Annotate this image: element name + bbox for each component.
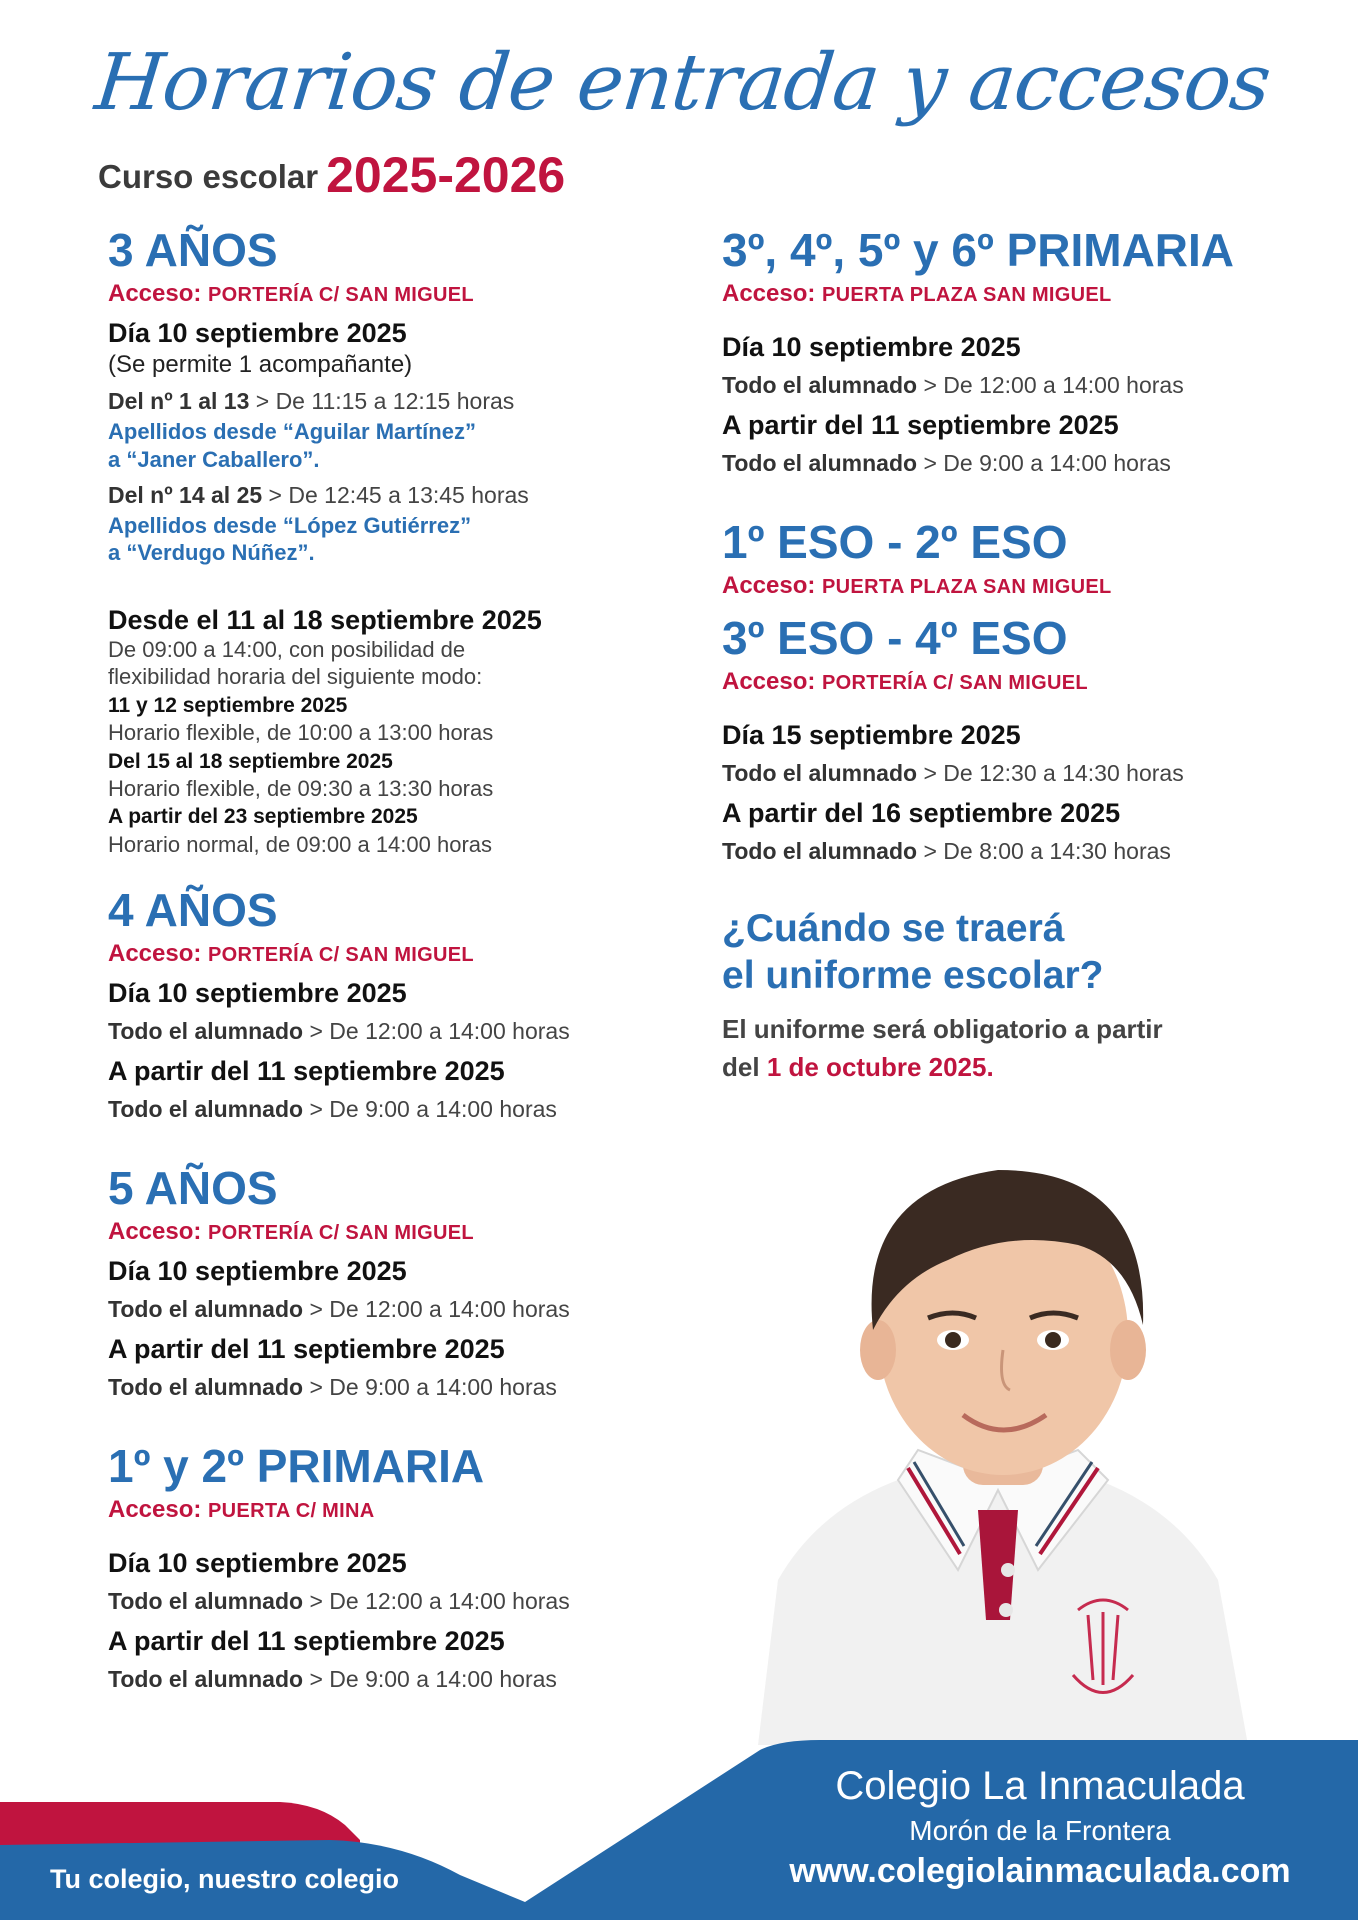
period-heading: Del 15 al 18 septiembre 2025	[108, 749, 393, 773]
time: > De 12:00 a 14:00 horas	[309, 1296, 570, 1323]
student-photo	[748, 1150, 1258, 1745]
names-line: Apellidos desde “Aguilar Martínez”	[108, 419, 476, 445]
school-website-link[interactable]: www.colegiolainmaculada.com	[789, 1852, 1291, 1890]
course-year: 2025-2026	[326, 147, 566, 203]
day-heading: A partir del 11 septiembre 2025	[108, 1625, 505, 1656]
who: Todo el alumnado	[722, 838, 918, 865]
period-heading: 11 y 12 septiembre 2025	[108, 693, 348, 717]
main-title: Horarios de entrada y accesos	[91, 38, 1275, 128]
who: Todo el alumnado	[108, 1096, 304, 1123]
section-title: 5 AÑOS	[108, 1161, 278, 1214]
who: Todo el alumnado	[108, 1373, 304, 1400]
uniform-text	[722, 1011, 1342, 1086]
section-title: 3 AÑOS	[108, 224, 278, 276]
section-4-anos	[108, 886, 708, 1124]
access-label: Acceso:	[108, 280, 202, 308]
time: > De 12:00 a 14:00 horas	[309, 1587, 570, 1614]
day-heading: A partir del 11 septiembre 2025	[722, 410, 1119, 441]
access-line	[108, 940, 708, 968]
schedule-line	[722, 371, 1342, 400]
access-label: Acceso:	[722, 280, 816, 308]
access-line	[722, 668, 1342, 696]
access-place: PORTERÍA C/ SAN MIGUEL	[208, 284, 474, 307]
section-3-anos	[108, 226, 708, 858]
who: Todo el alumnado	[108, 1296, 304, 1323]
schedule-line	[108, 1587, 708, 1616]
range-text: flexibilidad horaria del siguiente modo:	[108, 664, 483, 690]
schedule-line	[108, 1665, 708, 1694]
school-town: Morón de la Frontera	[909, 1815, 1171, 1846]
access-label: Acceso:	[108, 1495, 202, 1523]
group-range: Del nº 1 al 13	[108, 388, 250, 415]
time: > De 12:00 a 14:00 horas	[923, 372, 1184, 399]
names-line: a “Janer Caballero”.	[108, 446, 320, 472]
day-heading: A partir del 11 septiembre 2025	[108, 1056, 505, 1087]
who: Todo el alumnado	[108, 1018, 304, 1045]
period-heading: A partir del 23 septiembre 2025	[108, 805, 418, 829]
group-time: > De 12:45 a 13:45 horas	[268, 482, 529, 509]
schedule-line	[108, 1295, 708, 1324]
question-line: el uniforme escolar?	[722, 953, 1104, 997]
section-eso-3-4	[722, 614, 1342, 866]
group-2-line	[108, 481, 708, 510]
section-title: 4 AÑOS	[108, 884, 278, 937]
time: > De 12:00 a 14:00 horas	[309, 1018, 570, 1045]
time: > De 9:00 a 14:00 horas	[923, 450, 1171, 477]
range-heading: Desde el 11 al 18 septiembre 2025	[108, 604, 542, 635]
button-shape	[1001, 1563, 1015, 1577]
access-label: Acceso:	[722, 668, 816, 696]
access-place: PORTERÍA C/ SAN MIGUEL	[822, 672, 1088, 695]
names-line: Apellidos desde “López Gutiérrez”	[108, 512, 472, 538]
section-title: 3º, 4º, 5º y 6º PRIMARIA	[722, 224, 1235, 276]
day-heading: Día 10 septiembre 2025	[108, 978, 407, 1009]
day-heading: Día 15 septiembre 2025	[722, 720, 1021, 751]
access-line	[722, 572, 1342, 600]
uniform-line	[722, 1049, 1342, 1087]
who: Todo el alumnado	[722, 372, 918, 399]
left-column	[108, 226, 708, 1693]
uniform-section	[722, 906, 1342, 1087]
group-1-line	[108, 387, 708, 416]
access-label: Acceso:	[722, 572, 816, 600]
section-3-6-primaria	[722, 226, 1342, 478]
section-5-anos	[108, 1161, 708, 1402]
day-heading: Día 10 septiembre 2025	[108, 1256, 407, 1287]
right-column	[722, 226, 1342, 1087]
companion-note: (Se permite 1 acompañante)	[108, 351, 413, 379]
period-text: Horario flexible, de 09:30 a 13:30 horas	[108, 775, 494, 801]
schedule-line	[722, 449, 1342, 478]
period-text: Horario normal, de 09:00 a 14:00 horas	[108, 831, 493, 857]
schedule-line	[108, 1095, 708, 1124]
time: > De 12:30 a 14:30 horas	[923, 760, 1184, 787]
time: > De 9:00 a 14:00 horas	[309, 1096, 557, 1123]
who: Todo el alumnado	[722, 760, 918, 787]
section-title: 3º ESO - 4º ESO	[722, 612, 1068, 665]
time: > De 9:00 a 14:00 horas	[309, 1665, 557, 1692]
course-label: Curso escolar	[98, 158, 319, 195]
uniform-date: 1 de octubre 2025.	[766, 1052, 994, 1083]
access-place: PORTERÍA C/ SAN MIGUEL	[208, 1222, 474, 1245]
section-title: 1º y 2º PRIMARIA	[108, 1439, 485, 1492]
school-name: Colegio La Inmaculada	[835, 1764, 1245, 1808]
names-line: a “Verdugo Núñez”.	[108, 540, 315, 566]
day-heading: A partir del 16 septiembre 2025	[722, 798, 1121, 829]
section-title: 1º ESO - 2º ESO	[722, 515, 1068, 568]
time: > De 9:00 a 14:00 horas	[309, 1373, 557, 1400]
course-subtitle	[98, 147, 566, 203]
section-1-2-primaria	[108, 1439, 708, 1694]
who: Todo el alumnado	[722, 450, 918, 477]
access-label: Acceso:	[108, 940, 202, 968]
schedule-line	[108, 1017, 708, 1046]
period-text: Horario flexible, de 10:00 a 13:00 horas	[108, 720, 494, 746]
who: Todo el alumnado	[108, 1587, 304, 1614]
who: Todo el alumnado	[108, 1665, 304, 1692]
button-shape	[999, 1603, 1013, 1617]
section-eso-1-2	[722, 515, 1342, 600]
uniform-prefix: del	[722, 1052, 760, 1083]
group-2-names	[108, 512, 708, 567]
uniform-question	[722, 906, 1342, 1000]
time: > De 8:00 a 14:30 horas	[923, 838, 1171, 865]
schedule-line	[722, 759, 1342, 788]
day-heading: Día 10 septiembre 2025	[108, 1547, 407, 1578]
access-label: Acceso:	[108, 1218, 202, 1246]
group-time: > De 11:15 a 12:15 horas	[255, 388, 515, 415]
day-heading: Día 10 septiembre 2025	[722, 332, 1021, 363]
access-place: PUERTA PLAZA SAN MIGUEL	[822, 576, 1112, 599]
day-heading: A partir del 11 septiembre 2025	[108, 1333, 505, 1364]
schedule-line	[108, 1373, 708, 1402]
group-1-names	[108, 418, 708, 473]
group-range: Del nº 14 al 25	[108, 482, 263, 509]
access-line	[108, 1218, 708, 1246]
question-line: ¿Cuándo se traerá	[722, 906, 1065, 950]
access-line	[108, 1496, 708, 1524]
access-line	[108, 280, 708, 308]
access-place: PORTERÍA C/ SAN MIGUEL	[208, 944, 474, 967]
day-heading: Día 10 septiembre 2025	[108, 318, 407, 349]
access-place: PUERTA PLAZA SAN MIGUEL	[822, 284, 1112, 307]
footer-tagline: Tu colegio, nuestro colegio	[50, 1864, 400, 1894]
schedule-line	[722, 837, 1342, 866]
uniform-line: El uniforme será obligatorio a partir	[722, 1014, 1163, 1045]
access-line	[722, 280, 1342, 308]
access-place: PUERTA C/ MINA	[208, 1499, 375, 1522]
range-text: De 09:00 a 14:00, con posibilidad de	[108, 636, 466, 662]
